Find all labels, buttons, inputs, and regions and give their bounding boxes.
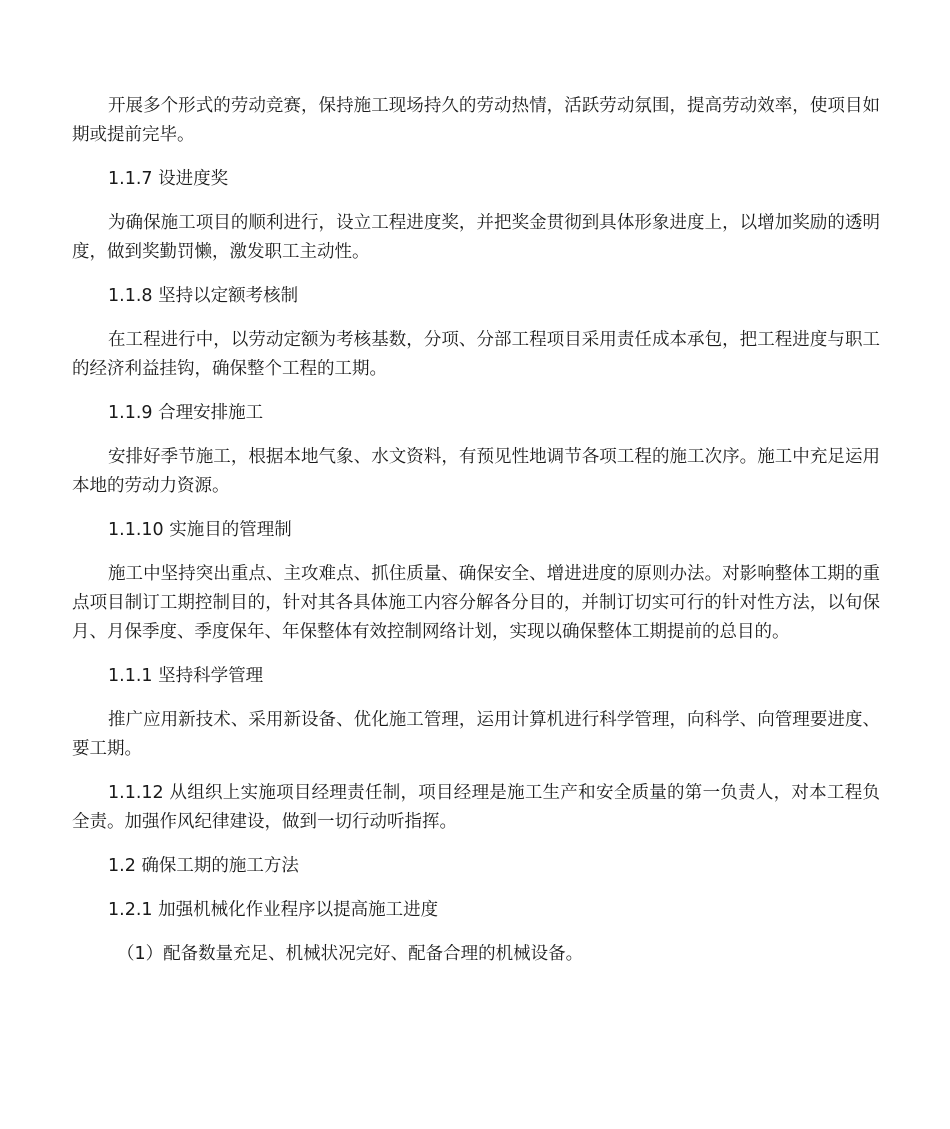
paragraph-1-1-12-responsibility: 1.1.12 从组织上实施项目经理责任制，项目经理是施工生产和安全质量的第一负责人，对本工程负全责。加强作风纪律建设，做到一切行动听指挥。	[72, 783, 880, 832]
paragraph-quota-assessment: 在工程进行中，以劳动定额为考核基数，分项、分部工程项目采用责任成本承包，把工程进度与职工的经济利益挂钩，确保整个工程的工期。	[72, 330, 880, 379]
heading-1-1-1: 1.1.1 坚持科学管理	[108, 666, 264, 686]
heading-1-1-7: 1.1.7 设进度奖	[108, 169, 229, 189]
paragraph-scientific-management: 推广应用新技术、采用新设备、优化施工管理，运用计算机进行科学管理，向科学、向管理要进度、要工期。	[72, 710, 880, 759]
document-page	[72, 92, 880, 984]
paragraph-progress-award: 为确保施工项目的顺利进行，设立工程进度奖，并把奖金贯彻到具体形象进度上，以增加奖励的透明度，做到奖勤罚懒，激发职工主动性。	[72, 213, 880, 262]
paragraph-seasonal-construction: 安排好季节施工，根据本地气象、水文资料，有预见性地调节各项工程的施工次序。施工中充足运用本地的劳动力资源。	[72, 447, 880, 496]
paragraph-labor-competition: 开展多个形式的劳动竞赛，保持施工现场持久的劳动热情，活跃劳动氛围，提高劳动效率，使项目如期或提前完毕。	[72, 96, 880, 145]
list-item-1: （1）配备数量充足、机械状况完好、配备合理的机械设备。	[117, 944, 584, 964]
paragraph-target-management: 施工中坚持突出重点、主攻难点、抓住质量、确保安全、增进进度的原则办法。对影响整体工期的重点项目制订工期控制目的，针对其各具体施工内容分解各分目的，并制订切实可行的针对性方法，以旬保月、月保季度、季度保年、年保整体有效控制网络计划，实现以确保整体工期提前的总目的。	[72, 564, 880, 642]
heading-1-1-9: 1.1.9 合理安排施工	[108, 403, 264, 423]
heading-1-2-1: 1.2.1 加强机械化作业程序以提高施工进度	[108, 900, 439, 920]
heading-1-2: 1.2 确保工期的施工方法	[108, 856, 299, 876]
heading-1-1-10: 1.1.10 实施目的管理制	[108, 520, 292, 540]
heading-1-1-8: 1.1.8 坚持以定额考核制	[108, 286, 299, 306]
